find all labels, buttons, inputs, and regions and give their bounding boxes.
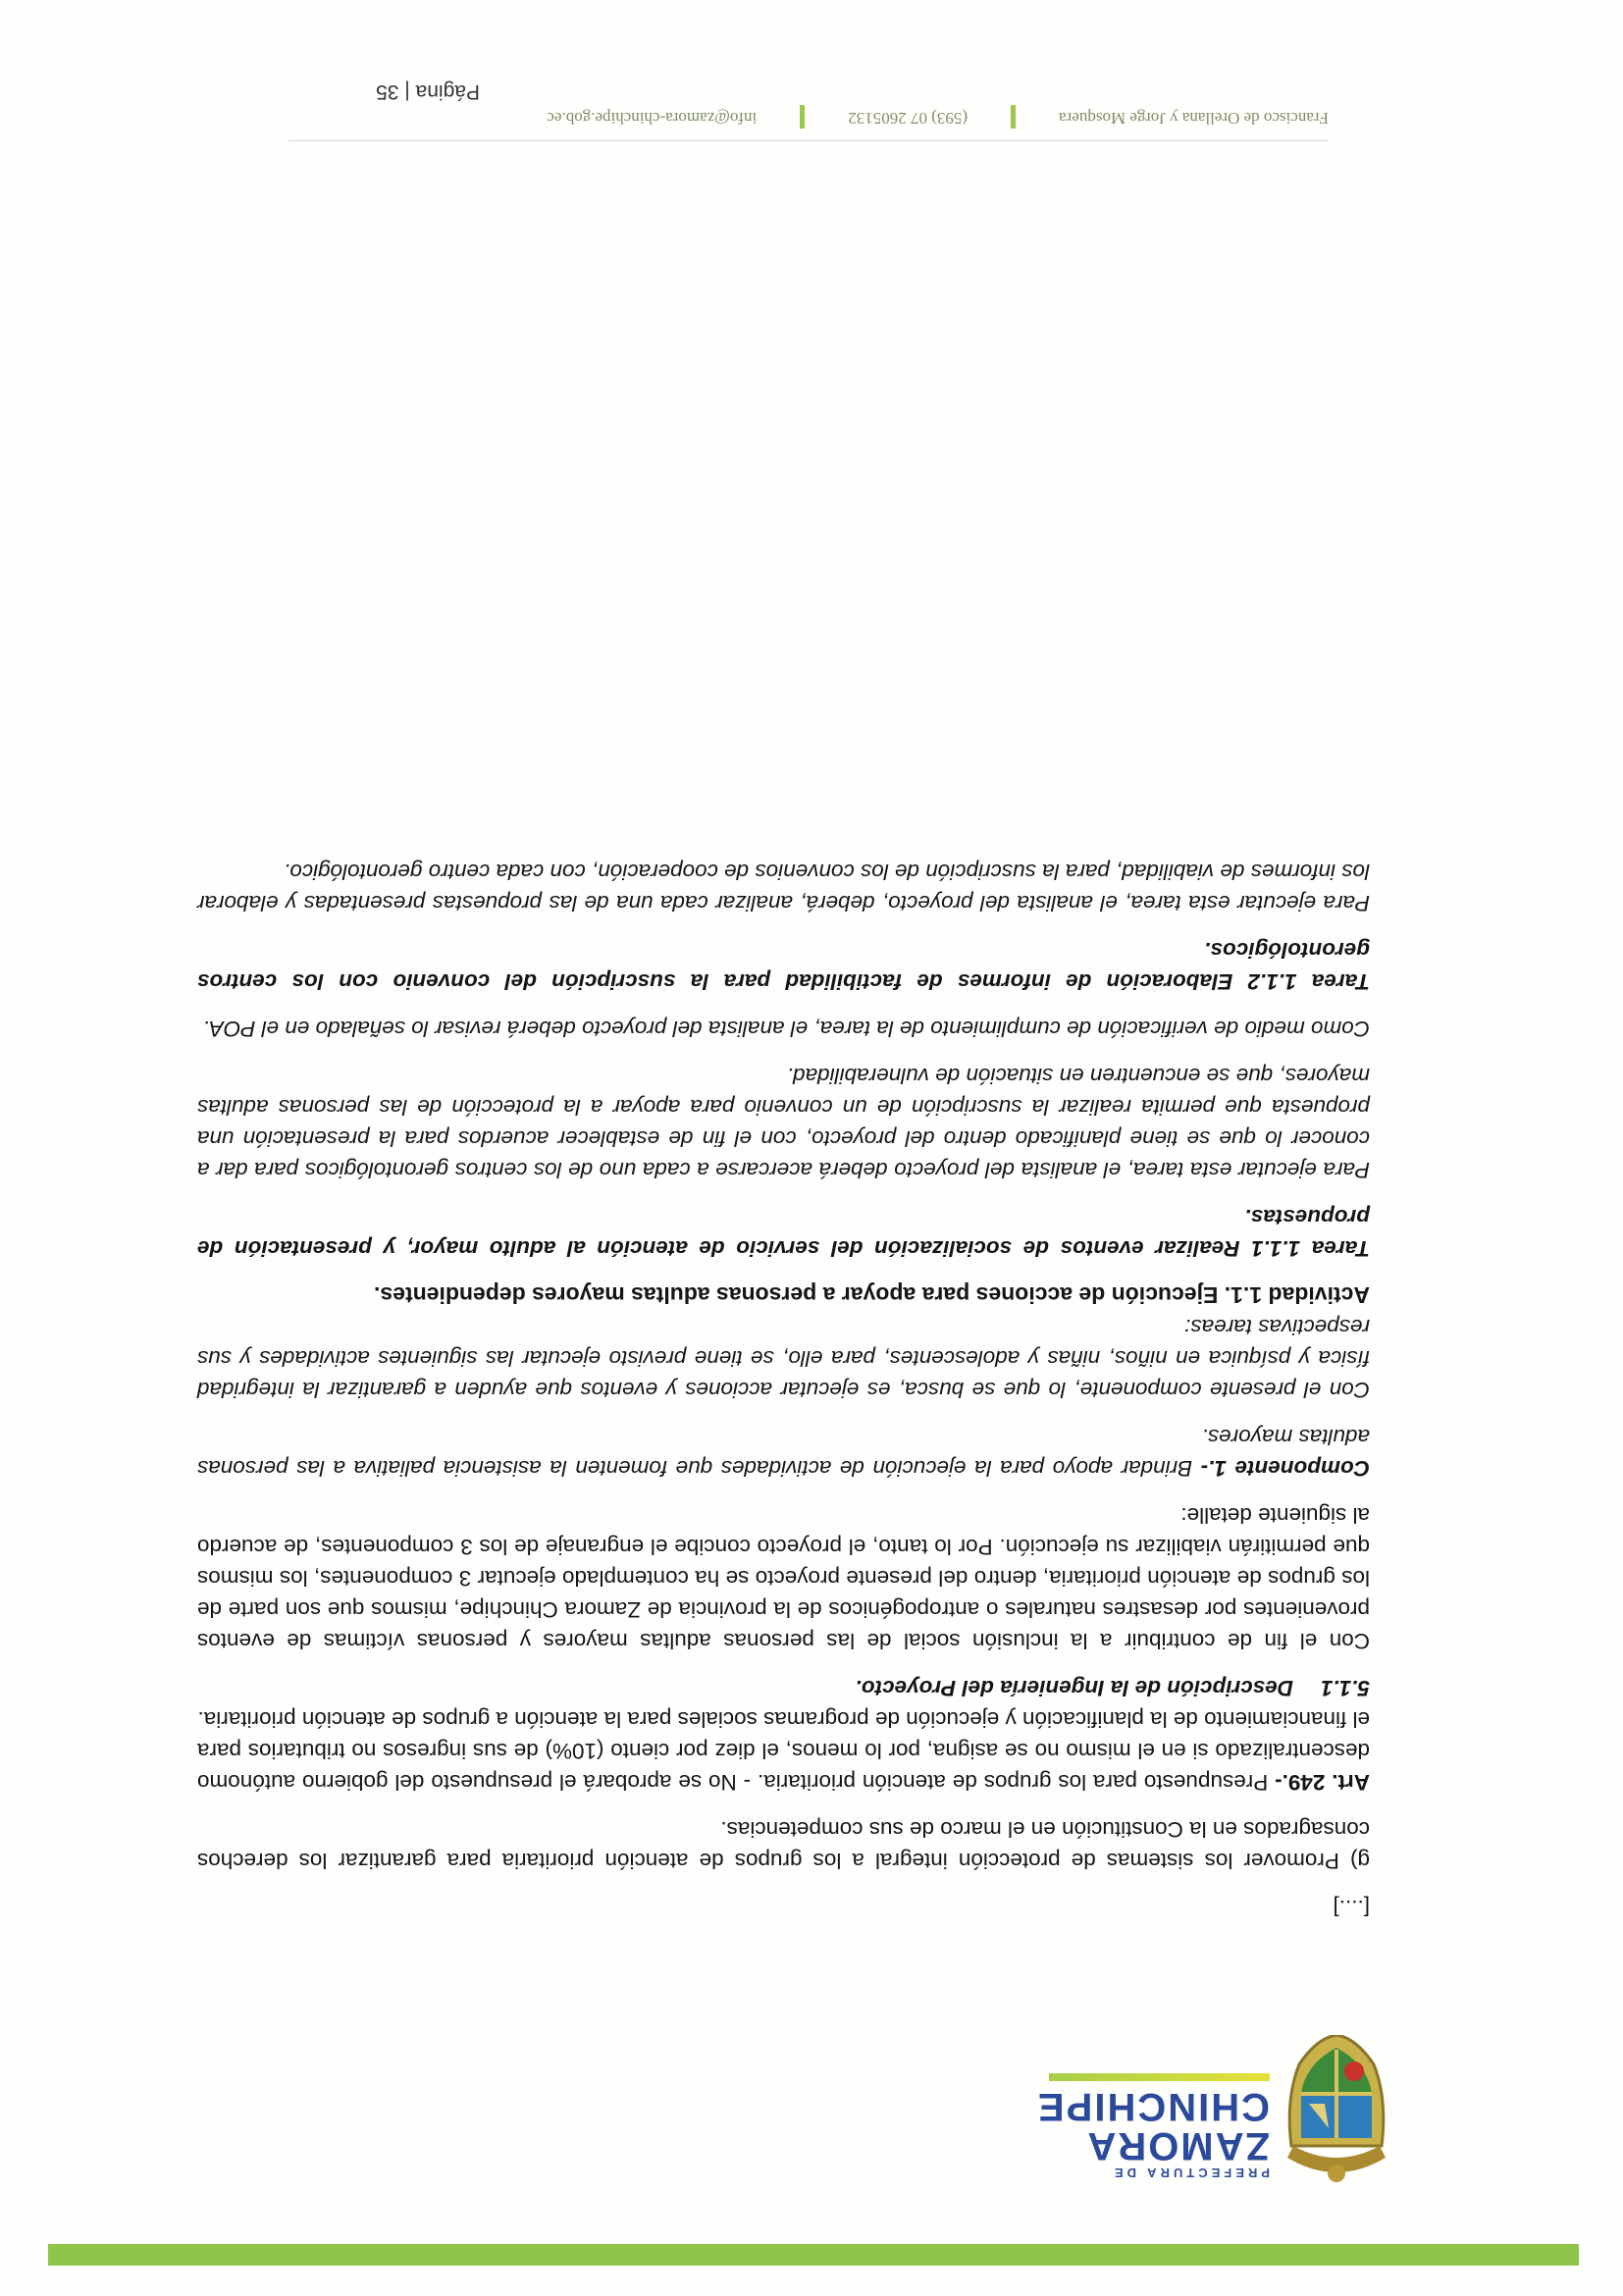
brand-underline xyxy=(1049,2073,1270,2081)
task-1-title: Tarea 1.1.1 Realizar eventos de socialización del servicio de atención al adulto mayor, y presentación de propuestas. xyxy=(197,1205,1370,1261)
article-249-paragraph xyxy=(197,1703,1370,1798)
prefecture-emblem-icon xyxy=(1278,2035,1395,2197)
component-text: Brindar apoyo para la ejecución de actividades que fomenten la asistencia paliativa a las personas adultas mayores. xyxy=(197,1425,1370,1481)
intro-paragraph: Con el fin de contribuir a la inclusión social de las personas adultas mayores y personas víctimas de eventos provenientes por desastres naturales o antropogénicos de la provincia de Zamora Chinchipe, mismos que son parte de los grupos de atención prioritaria, dentro del presente proyecto se ha contemplado ejecutar 3 componentes, los mismos que permitirán viabilizar su ejecución. Por lo tanto, el proyecto concibe el engranaje de los 3 componentes, de acuerdo al siguiente detalle: xyxy=(197,1503,1370,1653)
page-number: Página | 35 xyxy=(376,80,480,103)
section-heading xyxy=(197,1672,1370,1703)
activity-heading: Actividad 1.1. Ejecución de acciones para apoyar a personas adultas mayores dependientes. xyxy=(374,1282,1370,1308)
component-description: Con el presente componente, lo que se busca, es ejecutar acciones y eventos que ayuden a garantizar la integridad física y psíquica en niños, niñas y adolescentes, para ello, se tiene previsto ejecutar las siguientes actividades y sus respectivas tareas: xyxy=(197,1315,1370,1402)
article-label: Art. 249.- xyxy=(1275,1770,1370,1795)
footer-separator xyxy=(1011,105,1016,129)
task-1-verification: Como medio de verificación de cumplimiento de la tarea, el analista del proyecto deberá revisar lo señalado en el POA. xyxy=(202,1017,1370,1041)
task-2-title: Tarea 1.1.2 Elaboración de informes de factibilidad para la suscripción del convenio con los centros gerontológicos. xyxy=(197,938,1370,994)
section-title: Descripción de la Ingeniería del Proyecto. xyxy=(855,1676,1293,1700)
document-body xyxy=(197,856,1370,1923)
page-footer xyxy=(43,105,1329,141)
footer-info xyxy=(43,105,1329,129)
component-paragraph xyxy=(197,1421,1370,1484)
task-2-paragraph: Para ejecutar esta tarea, el analista del proyecto, deberá, analizar cada una de las propuestas presentadas y elaborar los informes de viabilidad, para la suscripción de los convenios de cooperación, con cada centro gerontológico. xyxy=(197,860,1370,915)
item-g-paragraph: g) Promover los sistemas de protección integral a los grupos de atención prioritaria para garantizar los derechos consagrados en la Constitución en el marco de sus competencias. xyxy=(197,1817,1370,1873)
section-number: 5.1.1 xyxy=(1320,1676,1370,1700)
article-text: Presupuesto para los grupos de atención prioritaria. - No se aprobará el presupuesto del gobierno autónomo descentralizado si en el mismo no se asigna, por lo menos, el diez por ciento (10%) de sus ingresos no tributarios para el financiamiento de la planificación y ejecución de programas sociales para la atención a grupos de atención prioritaria. xyxy=(197,1707,1370,1795)
brand-prefix: PREFECTURA DE xyxy=(1110,2166,1270,2180)
task-1-paragraph: Para ejecutar esta tarea, el analista del proyecto deberá acercarse a cada uno de los centros gerontológicos para dar a conocer lo que se tiene planificado dentro del proyecto, con el fin de establecer acuerdos para la presentación una propuesta que permita realizar la suscripción de un convenio para apoyar a la protección de las personas adultas mayores, que se encuentren en situación de vulnerabilidad. xyxy=(197,1064,1370,1182)
component-label: Componente 1.- xyxy=(1200,1456,1370,1481)
brand-name-chinchipe: CHINCHIPE xyxy=(1035,2085,1270,2128)
footer-email: info@zamora-chinchipe.gob.ec xyxy=(547,109,758,129)
ellipsis-marker: [....] xyxy=(1333,1896,1370,1920)
brand-name-zamora: ZAMORA xyxy=(1085,2124,1270,2167)
footer-separator xyxy=(800,105,805,129)
top-green-bar xyxy=(48,2244,1579,2266)
footer-phone: (593) 07 2605132 xyxy=(848,109,969,129)
footer-divider xyxy=(288,140,1329,141)
footer-names: Francisco de Orellana y Jorge Mosquera xyxy=(1059,109,1329,129)
brand-block xyxy=(1034,2073,1270,2180)
